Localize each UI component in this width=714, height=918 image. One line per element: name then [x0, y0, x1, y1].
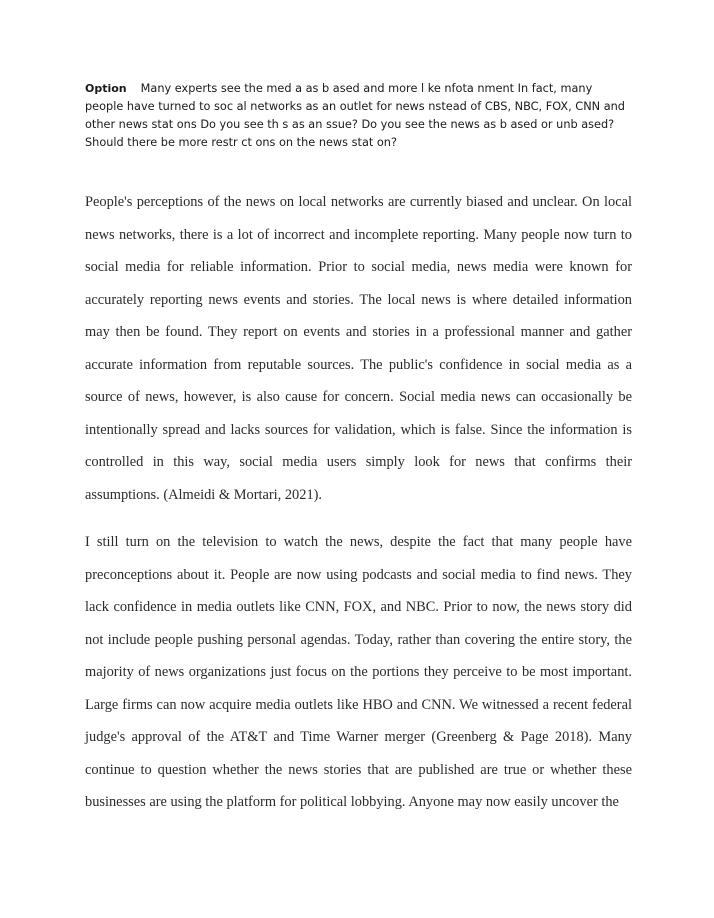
paragraph-2: I still turn on the television to watch the news, despite the fact that many people have preconceptions about it. People are now using podcasts and social media to find news. They lack confidence in media outlets like CNN, FOX, and NBC. Prior to now, the news story did not include people pushing personal agendas. Today, rather than covering the entire story, the majority of news organizations just focus on the portions they perceive to be most important. Large firms can now acquire media outlets like HBO and CNN. We witnessed a recent federal judge's approval of the AT&T and Time Warner merger (Greenberg & Page 2018). Many continue to question whether the news stories that are published are true or whether these businesses are using the platform for political lobbying. Anyone may now easily uncover the — [85, 534, 632, 810]
paragraph-1: People's perceptions of the news on local networks are currently biased and unclear. On local news networks, there is a lot of incorrect and incomplete reporting. Many people now turn to social media for reliable information. Prior to social media, news media were known for accurately reporting news events and stories. The local news is where detailed information may then be found. They report on events and stories in a professional manner and gather accurate information from reputable sources. The public's confidence in social media as a source of news, however, is also cause for concern. Social media news can occasionally be intentionally spread and lacks sources for validation, which is false. Since the information is controlled in this way, social media users simply look for news that confirms their assumptions. (Almeidi & Mortari, 2021). — [85, 194, 632, 503]
discussion-prompt — [85, 80, 632, 152]
prompt-text: Many experts see the med a as b ased and more l ke nfota nment In fact, many people have turned to soc al networks as an outlet for news nstead of CBS, NBC, FOX, CNN and other news stat ons Do you see th s as an ssue? Do you see the news as b ased or unb ased? Should there be more restr ct ons on the news stat on? — [85, 82, 625, 149]
prompt-label: Option — [85, 82, 127, 95]
